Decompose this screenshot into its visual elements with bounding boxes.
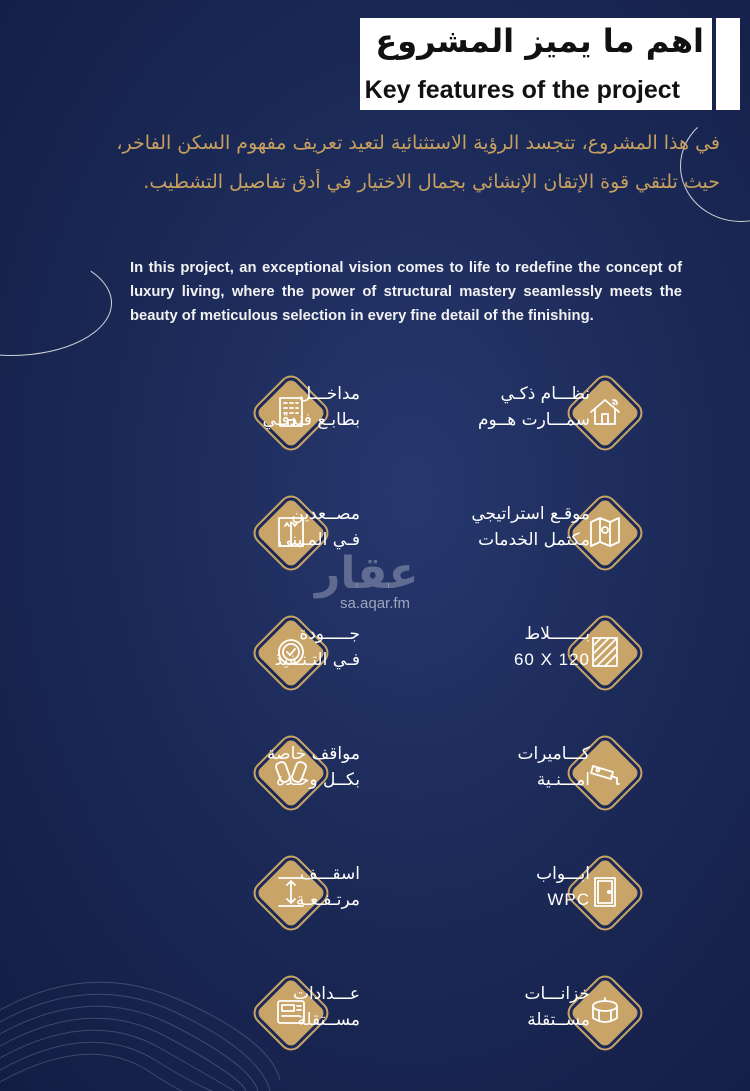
feature-subtitle: امـــنـية bbox=[536, 770, 590, 790]
door-icon bbox=[585, 872, 625, 912]
feature-item bbox=[130, 858, 490, 938]
water-tank-icon bbox=[585, 992, 625, 1032]
location-map-icon bbox=[585, 512, 625, 552]
smart-home-icon bbox=[585, 392, 625, 432]
feature-subtitle: مرتـفـعـة bbox=[295, 890, 360, 910]
watermark-url: sa.aqar.fm bbox=[340, 595, 411, 612]
feature-item bbox=[130, 498, 490, 578]
feature-subtitle: فـي المـبنى bbox=[278, 530, 360, 550]
title-english: Key features of the project bbox=[364, 76, 680, 104]
feature-title: نظـــام ذكـي bbox=[500, 384, 590, 404]
decorative-curves bbox=[0, 950, 280, 1091]
feature-title: ابـــواب bbox=[536, 864, 590, 884]
feature-item bbox=[130, 618, 490, 698]
feature-title: مداخـــل bbox=[298, 384, 360, 404]
feature-subtitle: بكــل وحـدة bbox=[276, 770, 360, 790]
feature-title: خزانـــات bbox=[524, 984, 590, 1004]
feature-title: بـــــــلاط bbox=[524, 624, 590, 644]
tiles-icon bbox=[585, 632, 625, 672]
feature-subtitle: مكتمل الخدمات bbox=[478, 530, 590, 550]
title-arabic: اهم ما يميز المشروع bbox=[375, 22, 704, 60]
feature-subtitle: بطابـع فندقـي bbox=[262, 410, 360, 430]
feature-title: مواقف خاصة bbox=[267, 744, 360, 764]
feature-title: اسقـــف bbox=[299, 864, 360, 884]
decorative-arc-left bbox=[0, 250, 112, 356]
feature-title: مصــعدين bbox=[291, 504, 360, 524]
feature-title: كـــاميرات bbox=[517, 744, 590, 764]
intro-english: In this project, an exceptional vision comes to life to redefine the concept of luxury living, where the power of structural mastery seamlessly meets the beauty of meticulous selection in every fine detail of the finishing. bbox=[130, 260, 682, 324]
intro-arabic: في هذا المشروع، تتجسد الرؤية الاستثنائية لتعيد تعريف مفهوم السكن الفاخر، حيث تلتقي قوة الإتقان الإنشائي بجمال الاختيار في أدق تفاصيل التشطيب. bbox=[116, 132, 720, 193]
feature-title: عـــدادات bbox=[292, 984, 360, 1004]
watermark-logo: عقار bbox=[315, 548, 419, 599]
header-title-box bbox=[360, 18, 712, 110]
feature-title: جـــــودة bbox=[299, 624, 360, 644]
feature-item bbox=[130, 378, 490, 458]
feature-subtitle: فـي التـنـفيذ bbox=[274, 650, 360, 670]
feature-subtitle: مســتقلة bbox=[297, 1010, 360, 1030]
security-camera-icon bbox=[585, 752, 625, 792]
feature-subtitle: 60 X 120 bbox=[513, 650, 590, 669]
feature-subtitle: مســتقلة bbox=[527, 1010, 590, 1030]
header-accent-strip bbox=[716, 18, 740, 110]
feature-subtitle: WPC bbox=[547, 890, 590, 909]
feature-title: موقـع استراتيجي bbox=[471, 504, 590, 524]
feature-subtitle: سمـــارت هــوم bbox=[477, 410, 590, 430]
feature-item bbox=[130, 738, 490, 818]
